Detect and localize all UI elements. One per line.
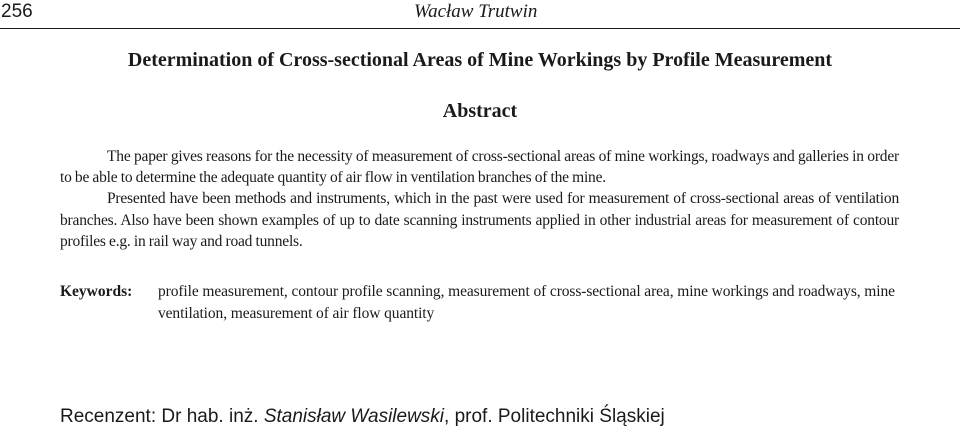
keywords-label: Keywords: (60, 283, 133, 300)
page-number: 256 (1, 1, 33, 22)
keywords-text: profile measurement, contour profile scanning, measurement of cross-sectional area, mine workings and roadways, mine ventilation, measurement of air flow quantity (158, 283, 895, 322)
abstract-body (60, 146, 899, 252)
reviewer-name: Stanisław Wasilewski (263, 406, 445, 427)
page-header (0, 0, 960, 30)
reviewer-prefix: Recenzent: Dr hab. inż. (60, 406, 264, 427)
running-head-author: Wacław Trutwin (414, 1, 538, 22)
abstract-paragraph-2: Presented have been methods and instruments, which in the past were used for measurement of cross-sectional areas of ventilation branches. Also have been shown examples of up to date scanning instruments applied in other industrial areas for measurement of contour profiles e.g. in rail way and road tunnels. (60, 190, 899, 250)
header-rule (0, 28, 960, 29)
abstract-paragraph-1: The paper gives reasons for the necessity of measurement of cross-sectional areas of mine workings, roadways and galleries in order to be able to determine the adequate quantity of air flow in ventilation branches of the mine. (60, 148, 899, 187)
abstract-heading: Abstract (442, 100, 518, 122)
reviewer-line (60, 405, 665, 429)
paper-title: Determination of Cross-sectional Areas of Mine Workings by Profile Measurement (127, 49, 833, 71)
reviewer-affiliation: , prof. Politechniki Śląskiej (444, 406, 665, 427)
